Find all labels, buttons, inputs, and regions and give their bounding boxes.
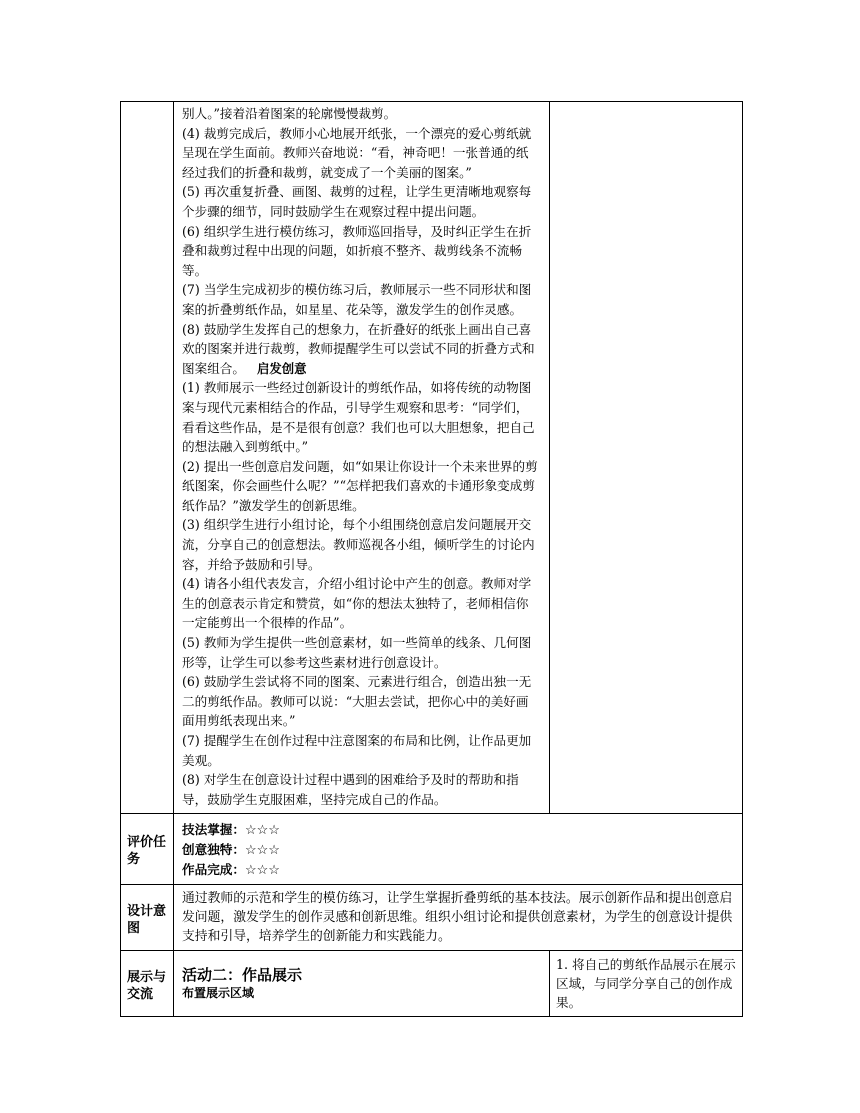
activity-one-row — [121, 102, 743, 814]
star-rating: ☆☆☆ — [244, 843, 280, 859]
show-exchange-row — [121, 951, 743, 1017]
paragraph: (6) 组织学生进行模仿练习，教师巡回指导，及时纠正学生在折叠和裁剪过程中出现的问题，如折痕不整齐、裁剪线条不流畅等。 — [182, 223, 532, 278]
paragraph-text: (8) 鼓励学生发挥自己的想象力，在折叠好的纸张上画出自己喜欢的图案并进行裁剪，教师提醒学生可以尝试不同的折叠方式和图案组合。 — [182, 321, 535, 376]
star-rating: ☆☆☆ — [244, 863, 280, 879]
paragraph: (8) 对学生在创意设计过程中遇到的困难给予及时的帮助和指导，鼓励学生克服困难，坚持完成自己的作品。 — [182, 772, 519, 807]
evaluation-item — [182, 840, 734, 860]
evaluation-list — [174, 814, 742, 884]
paragraph: (5) 再次重复折叠、画图、裁剪的过程，让学生更清晰地观察每个步骤的细节，同时鼓励学生在观察过程中提出问题。 — [182, 184, 532, 219]
activity-two-title: 活动二：作品展示 — [182, 966, 303, 985]
star-rating: ☆☆☆ — [244, 823, 280, 839]
evaluation-item-name: 技法掌握： — [182, 822, 245, 838]
paragraph: 别人。”接着沿着图案的轮廓慢慢裁剪。 — [182, 106, 397, 121]
teacher-activity-cell — [174, 102, 550, 814]
evaluation-item-name: 作品完成： — [182, 862, 245, 878]
student-activity-cell — [550, 102, 743, 814]
paragraph: (7) 提醒学生在创作过程中注意图案的布局和比例，让作品更加美观。 — [182, 733, 532, 768]
evaluation-row — [121, 814, 743, 885]
stage-label-cell — [121, 102, 174, 814]
evaluation-item-name: 创意独特： — [182, 842, 245, 858]
evaluation-item — [182, 860, 734, 880]
design-intent-content-cell — [174, 885, 743, 951]
inspire-heading: 启发创意 — [256, 360, 307, 376]
paragraph: (5) 教师为学生提供一些创意素材，如一些简单的线条、几何图形等，让学生可以参考这些素材进行创意设计。 — [182, 635, 532, 670]
paragraph: (6) 鼓励学生尝试将不同的图案、元素进行组合，创造出独一无二的剪纸作品。教师可以说：“大胆去尝试，把你心中的美好画面用剪纸表现出来。” — [182, 674, 532, 729]
evaluation-label: 评价任务 — [127, 835, 167, 868]
design-intent-row — [121, 885, 743, 951]
show-exchange-label: 展示与交流 — [127, 969, 167, 1002]
lesson-plan-table — [120, 101, 743, 1017]
paragraph: (7) 当学生完成初步的模仿练习后，教师展示一些不同形状和图案的折叠剪纸作品，如星星、花朵等，激发学生的创作灵感。 — [182, 282, 532, 317]
design-intent-text: 通过教师的示范和学生的模仿练习，让学生掌握折叠剪纸的基本技法。展示创新作品和提出创意启发问题，激发学生的创作灵感和创新思维。组织小组讨论和提供创意素材，为学生的创意设计提供支持和引导，培养学生的创新能力和实践能力。 — [182, 891, 733, 945]
paragraph: (4) 请各小组代表发言，介绍小组讨论中产生的创意。教师对学生的创意表示肯定和赞赏，如“你的想法太独特了，老师相信你一定能剪出一个很棒的作品”。 — [182, 576, 532, 631]
evaluation-item — [182, 820, 734, 840]
paragraph: (3) 组织学生进行小组讨论，每个小组围绕创意启发问题展开交流，分享自己的创意想法。教师巡视各小组，倾听学生的讨论内容，并给予鼓励和引导。 — [182, 517, 535, 572]
evaluation-label-cell — [121, 814, 174, 885]
paragraph: (4) 裁剪完成后，教师小心地展开纸张，一个漂亮的爱心剪纸就呈现在学生面前。教师兴奋地说：“看，神奇吧！一张普通的纸经过我们的折叠和裁剪，就变成了一个美丽的图案。” — [182, 125, 532, 180]
show-exchange-label-cell — [121, 951, 174, 1017]
show-exchange-student-cell — [550, 951, 743, 1017]
design-intent-label: 设计意图 — [127, 903, 167, 936]
paragraph: (1) 教师展示一些经过创新设计的剪纸作品，如将传统的动物图案与现代元素相结合的作品，引导学生观察和思考：“同学们，看看这些作品，是不是很有创意？我们也可以大胆想象，把自己的想法融入到剪纸中。” — [182, 380, 535, 455]
student-task-text: 1. 将自己的剪纸作品展示在展示区域，与同学分享自己的创作成果。 — [556, 957, 736, 1011]
teacher-activity-content — [174, 102, 549, 813]
design-intent-label-cell — [121, 885, 174, 951]
paragraph — [182, 320, 541, 379]
show-exchange-activity-cell — [174, 951, 550, 1017]
paragraph: (2) 提出一些创意启发问题，如“如果让你设计一个未来世界的剪纸图案，你会画些什么呢？”“怎样把我们喜欢的卡通形象变成剪纸作品？”激发学生的创新思维。 — [182, 458, 538, 513]
activity-two-subtitle: 布置展示区域 — [182, 986, 255, 1001]
evaluation-content-cell — [174, 814, 743, 885]
